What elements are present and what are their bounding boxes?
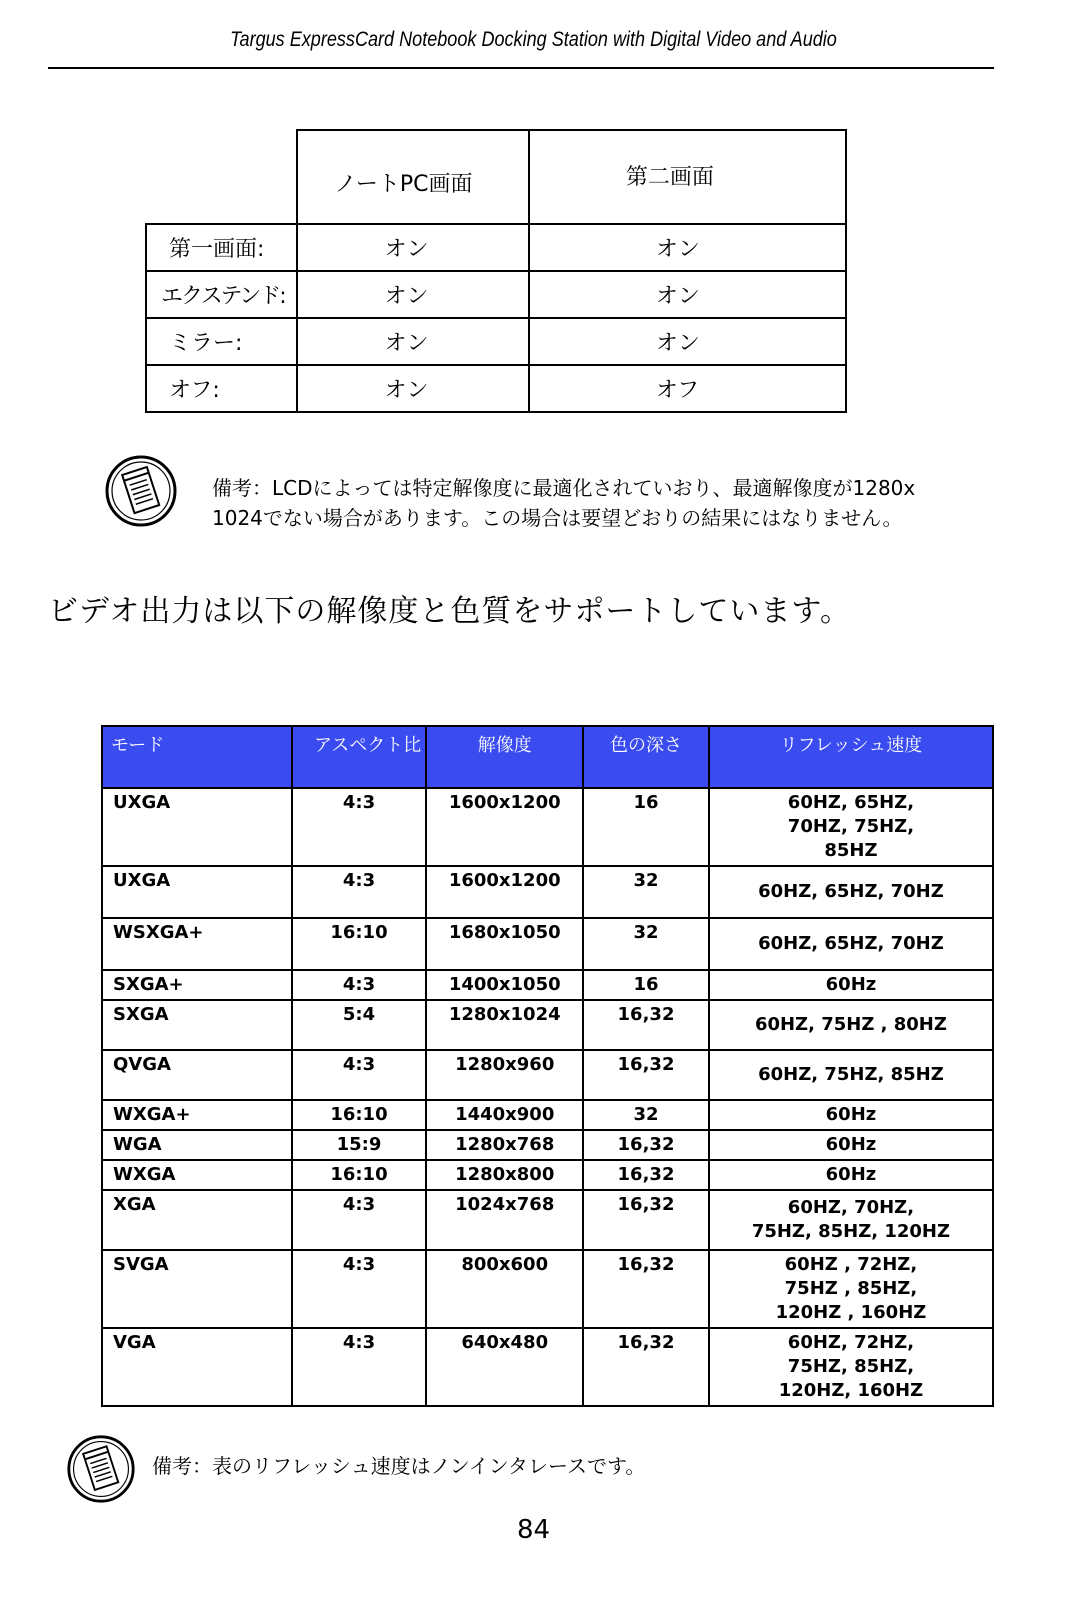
cell-second-extend: オン: [529, 271, 846, 318]
resolution-row: [102, 1160, 993, 1190]
col-header-refresh-rate: リフレッシュ速度: [709, 726, 993, 788]
refresh-rate-line: 60HZ, 65HZ,: [787, 792, 915, 813]
resolution-row: [102, 1250, 993, 1328]
mode-cell: WGA: [102, 1130, 292, 1160]
color-depth-cell: 32: [583, 1100, 709, 1130]
refresh-rate-cell: [709, 1050, 993, 1100]
col-header-mode: モード: [102, 726, 292, 788]
col-header-resolution: 解像度: [426, 726, 583, 788]
cell-second-primary: オン: [529, 224, 846, 271]
resolution-cell: 800x600: [426, 1250, 583, 1328]
refresh-rate-line: 60Hz: [825, 974, 877, 995]
note-line: 1024でない場合があります。この場合は要望どおりの結果にはなりません。: [212, 506, 903, 530]
aspect-ratio-cell: 4:3: [292, 866, 427, 918]
note-non-interlaced: 備考：表のリフレッシュ速度はノンインタレースです。: [152, 1454, 646, 1478]
resolution-cell: 640x480: [426, 1328, 583, 1406]
refresh-rate-cell: [709, 918, 993, 970]
resolution-cell: 1600x1200: [426, 866, 583, 918]
refresh-rate-line: 60Hz: [825, 1164, 877, 1185]
mode-cell: SXGA: [102, 1000, 292, 1050]
refresh-rate-line: 60Hz: [825, 1134, 877, 1155]
note-lcd-optimal: [212, 473, 1012, 533]
color-depth-cell: 16,32: [583, 1050, 709, 1100]
header-divider: [48, 67, 994, 69]
color-depth-cell: 32: [583, 866, 709, 918]
mode-cell: SVGA: [102, 1250, 292, 1328]
cell-notebook-mirror: オン: [297, 318, 528, 365]
resolution-cell: 1600x1200: [426, 788, 583, 866]
resolution-cell: 1280x1024: [426, 1000, 583, 1050]
refresh-rate-cell: [709, 1190, 993, 1250]
note-line: 備考：LCDによっては特定解像度に最適化されていおり、最適解像度が1280x: [212, 476, 916, 500]
resolution-row: [102, 970, 993, 1000]
color-depth-cell: 16,32: [583, 1000, 709, 1050]
refresh-rate-line: 60HZ, 70HZ,: [787, 1197, 915, 1218]
color-depth-cell: 16,32: [583, 1328, 709, 1406]
resolution-row: [102, 1190, 993, 1250]
display-table-row: [146, 365, 846, 412]
resolution-cell: 1280x800: [426, 1160, 583, 1190]
aspect-ratio-cell: 16:10: [292, 1100, 427, 1130]
cell-second-off: オフ: [529, 365, 846, 412]
resolution-cell: 1024x768: [426, 1190, 583, 1250]
display-table-row: [146, 318, 846, 365]
refresh-rate-line: 75HZ , 85HZ,: [784, 1278, 918, 1299]
refresh-rate-line: 75HZ, 85HZ,: [787, 1356, 915, 1377]
refresh-rate-cell: [709, 1130, 993, 1160]
aspect-ratio-cell: 16:10: [292, 1160, 427, 1190]
resolution-row: [102, 788, 993, 866]
section-heading: ビデオ出力は以下の解像度と色質をサポートしています。: [48, 594, 851, 629]
refresh-rate-line: 60HZ, 65HZ, 70HZ: [758, 933, 944, 954]
refresh-rate-line: 60HZ, 72HZ,: [787, 1332, 915, 1353]
color-depth-cell: 16,32: [583, 1190, 709, 1250]
resolution-cell: 1440x900: [426, 1100, 583, 1130]
refresh-rate-line: 60HZ, 75HZ , 80HZ: [754, 1014, 947, 1035]
notepad-icon: [66, 1434, 136, 1504]
color-depth-cell: 16,32: [583, 1130, 709, 1160]
aspect-ratio-cell: 4:3: [292, 1050, 427, 1100]
refresh-rate-line: 60Hz: [825, 1104, 877, 1125]
aspect-ratio-cell: 16:10: [292, 918, 427, 970]
aspect-ratio-cell: 4:3: [292, 1328, 427, 1406]
col-header-second-screen: 第二画面: [529, 130, 846, 224]
cell-notebook-extend: オン: [297, 271, 528, 318]
refresh-rate-line: 85HZ: [824, 840, 878, 861]
aspect-ratio-cell: 15:9: [292, 1130, 427, 1160]
refresh-rate-line: 60HZ, 75HZ, 85HZ: [758, 1064, 944, 1085]
aspect-ratio-cell: 4:3: [292, 788, 427, 866]
mode-cell: VGA: [102, 1328, 292, 1406]
cell-notebook-off: オン: [297, 365, 528, 412]
refresh-rate-cell: [709, 1100, 993, 1130]
cell-second-mirror: オン: [529, 318, 846, 365]
resolution-row: [102, 1050, 993, 1100]
color-depth-cell: 16: [583, 788, 709, 866]
refresh-rate-line: 120HZ, 160HZ: [778, 1380, 924, 1401]
notepad-icon: [104, 454, 178, 528]
refresh-rate-cell: [709, 866, 993, 918]
refresh-rate-line: 120HZ , 160HZ: [775, 1302, 927, 1323]
row-label-extend: エクステンド:: [146, 271, 297, 318]
row-label-mirror: ミラー:: [146, 318, 297, 365]
mode-cell: WXGA: [102, 1160, 292, 1190]
display-table-corner: [146, 130, 297, 224]
refresh-rate-cell: [709, 788, 993, 866]
col-header-depth: 色の深さ: [583, 726, 709, 788]
resolution-row: [102, 918, 993, 970]
refresh-rate-cell: [709, 1328, 993, 1406]
resolution-table-header-row: [102, 726, 993, 788]
page-header: Targus ExpressCard Notebook Docking Station with Digital Video and Audio: [230, 28, 837, 51]
refresh-rate-cell: [709, 1000, 993, 1050]
page-number: 84: [516, 1515, 551, 1545]
display-table-header-row: [146, 130, 846, 224]
refresh-rate-line: 70HZ, 75HZ,: [787, 816, 915, 837]
mode-cell: UXGA: [102, 866, 292, 918]
cell-notebook-primary: オン: [297, 224, 528, 271]
display-table-row: [146, 224, 846, 271]
display-mode-table: [145, 129, 847, 413]
row-label-off: オフ:: [146, 365, 297, 412]
refresh-rate-line: 75HZ, 85HZ, 120HZ: [751, 1221, 951, 1242]
col-header-notebook: ノートPC画面: [297, 130, 528, 224]
aspect-ratio-cell: 4:3: [292, 1250, 427, 1328]
resolution-row: [102, 866, 993, 918]
color-depth-cell: 16,32: [583, 1250, 709, 1328]
color-depth-cell: 16: [583, 970, 709, 1000]
mode-cell: SXGA+: [102, 970, 292, 1000]
resolution-cell: 1280x960: [426, 1050, 583, 1100]
resolution-row: [102, 1000, 993, 1050]
row-label-primary: 第一画面:: [146, 224, 297, 271]
mode-cell: XGA: [102, 1190, 292, 1250]
refresh-rate-cell: [709, 970, 993, 1000]
resolution-cell: 1280x768: [426, 1130, 583, 1160]
color-depth-cell: 16,32: [583, 1160, 709, 1190]
color-depth-cell: 32: [583, 918, 709, 970]
refresh-rate-line: 60HZ , 72HZ,: [784, 1254, 918, 1275]
mode-cell: UXGA: [102, 788, 292, 866]
col-header-aspect: アスペクト比: [292, 726, 427, 788]
resolution-row: [102, 1100, 993, 1130]
mode-cell: WXGA+: [102, 1100, 292, 1130]
resolution-row: [102, 1130, 993, 1160]
mode-cell: WSXGA+: [102, 918, 292, 970]
resolution-cell: 1680x1050: [426, 918, 583, 970]
display-table-row: [146, 271, 846, 318]
refresh-rate-cell: [709, 1160, 993, 1190]
aspect-ratio-cell: 4:3: [292, 1190, 427, 1250]
aspect-ratio-cell: 4:3: [292, 970, 427, 1000]
resolution-cell: 1400x1050: [426, 970, 583, 1000]
mode-cell: QVGA: [102, 1050, 292, 1100]
resolution-table: [101, 725, 994, 1407]
refresh-rate-cell: [709, 1250, 993, 1328]
refresh-rate-line: 60HZ, 65HZ, 70HZ: [758, 881, 944, 902]
aspect-ratio-cell: 5:4: [292, 1000, 427, 1050]
resolution-row: [102, 1328, 993, 1406]
